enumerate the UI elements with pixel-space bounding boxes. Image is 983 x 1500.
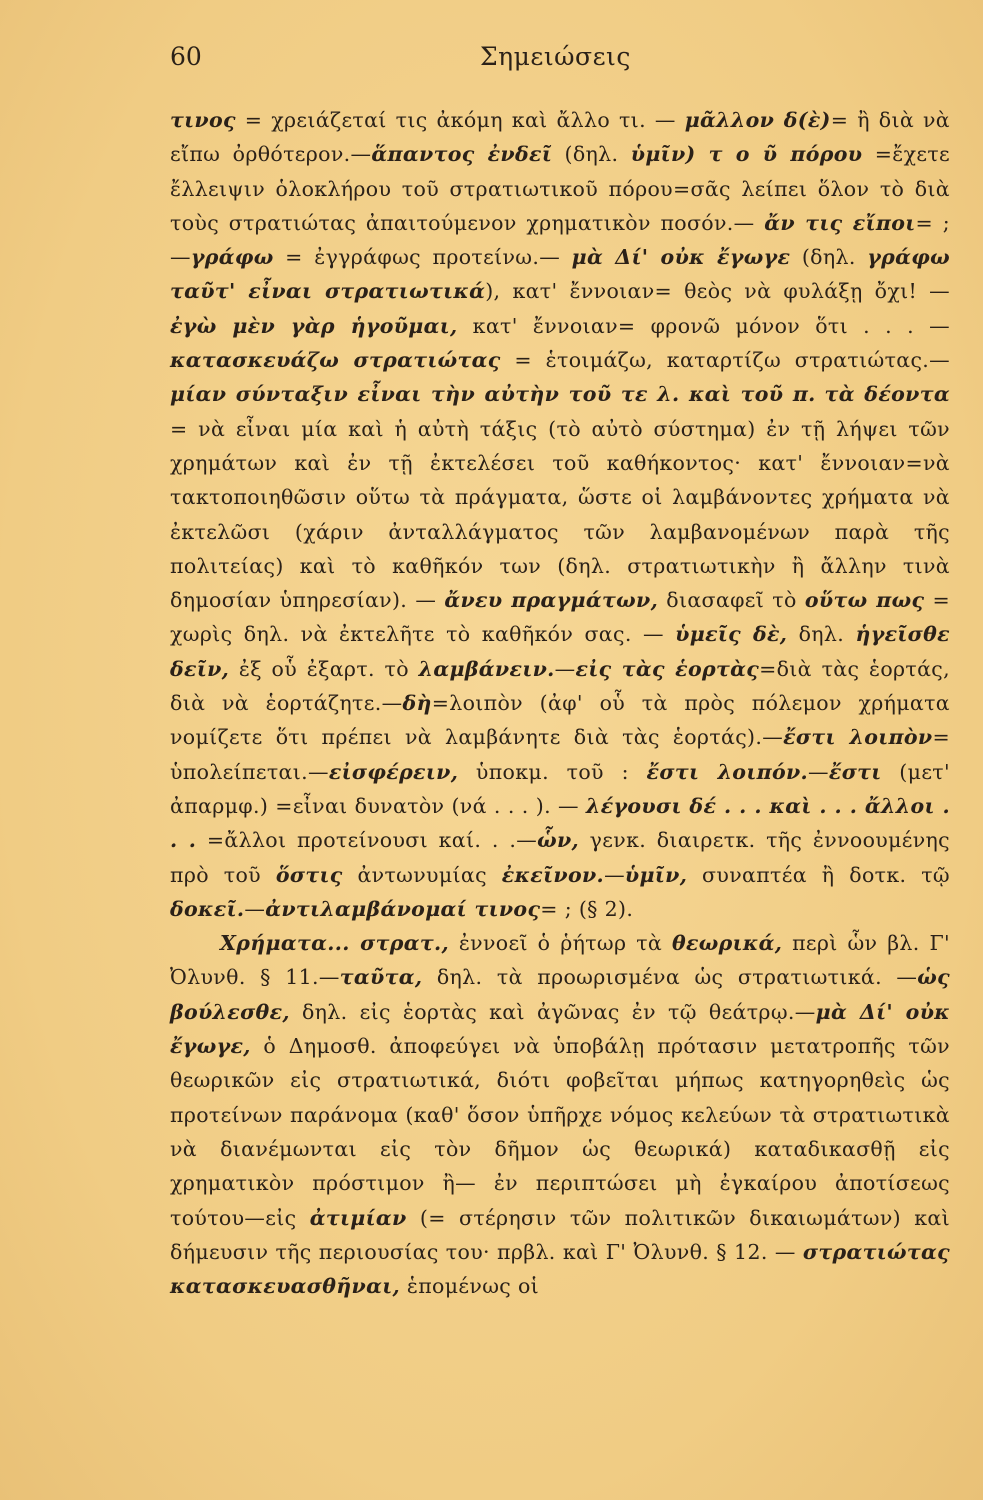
- gloss-text: = ; (§ 2).: [540, 896, 634, 921]
- lemma-term: γράφω: [190, 245, 274, 270]
- paragraph: [170, 103, 950, 926]
- gloss-text: —: [808, 759, 829, 784]
- gloss-text: ἀντωνυμίας: [342, 862, 502, 887]
- paragraph: [170, 926, 950, 1303]
- gloss-text: =λοιπὸν (ἀφ' οὗ τὰ πρὸς πόλεμον χρήματα νομίζετε ὅτι πρέπει νὰ λαμβάνητε διὰ τὰς ἑορτάς).—: [170, 691, 950, 750]
- running-title: Σημειώσεις: [480, 42, 631, 71]
- lemma-term: ὑμεῖς δὲ,: [675, 622, 788, 647]
- lemma-term: δοκεῖ.: [170, 896, 245, 921]
- lemma-term: ἔστι: [828, 759, 882, 784]
- gloss-text: (δηλ.: [552, 142, 631, 167]
- gloss-text: —: [244, 896, 266, 921]
- gloss-text: = χωρὶς δηλ. νὰ ἐκτελῆτε τὸ καθῆκόν σας. —: [170, 588, 950, 647]
- gloss-text: περὶ ὧν βλ. Γ' Ὀλυνθ. § 11.—: [170, 931, 950, 990]
- lemma-term: ὑμῖν) τ ο ῦ πόρου: [630, 142, 863, 167]
- lemma-term: εἰσφέρειν,: [328, 759, 459, 784]
- gloss-text: ὑποκμ. τοῦ :: [458, 759, 647, 784]
- lemma-term: γράφω ταῦτ' εἶναι στρατιωτικά: [170, 245, 950, 304]
- body-text: [170, 103, 950, 1303]
- page-number: 60: [170, 42, 202, 71]
- lemma-term: ἡγεῖσθε δεῖν,: [170, 622, 950, 681]
- gloss-text: δηλ.: [787, 622, 856, 647]
- gloss-text: ἑπομένως οἱ: [400, 1274, 540, 1299]
- lemma-term: λαμβάνειν.: [418, 656, 555, 681]
- lemma-term: ταῦτα,: [339, 965, 423, 990]
- gloss-text: (μετ' ἀπαρμφ.) =εἶναι δυνατὸν (νά . . . ). —: [170, 759, 950, 818]
- lemma-term: μίαν σύνταξιν εἶναι τὴν αὐτὴν τοῦ τε λ. καὶ τοῦ π.: [170, 382, 816, 407]
- gloss-text: = χρειάζεταί τις ἀκόμη καὶ ἄλλο τι. —: [235, 108, 685, 132]
- lemma-term: θεωρικά,: [671, 931, 783, 956]
- gloss-text: (δηλ.: [790, 245, 868, 270]
- lemma-term: ἔστι λοιπόν.: [646, 759, 809, 784]
- gloss-text: —: [554, 656, 576, 681]
- gloss-text: κατ' ἔννοιαν= φρονῶ μόνον ὅτι . . . —: [457, 313, 950, 338]
- lemma-term: ὡς βούλεσθε,: [170, 965, 950, 1024]
- lemma-term: δὴ: [402, 691, 432, 716]
- lemma-term: κατασκευάζω στρατιώτας: [170, 348, 501, 373]
- lemma-term: ὑμῖν,: [624, 862, 688, 887]
- gloss-text: =ἄλλοι προτείνουσι καί. . .—: [196, 828, 538, 853]
- lemma-term: λέγουσι δέ . . . καὶ . . . ἄλλοι . . .: [170, 793, 950, 853]
- lemma-term: εἰς τὰς ἑορτὰς: [575, 656, 760, 681]
- gloss-text: =ἔχετε ἔλλειψιν ὁλοκλήρου τοῦ στρατιωτικοῦ πόρου=σᾶς λείπει ὅλον τὸ διὰ τοὺς στρατιώτας ἀπαιτούμενον χρηματικὸν ποσόν.—: [170, 142, 950, 235]
- gloss-text: δηλ. τὰ προωρισμένα ὡς στρατιωτικά. —: [422, 965, 918, 990]
- lemma-term: ἐγὼ μὲν γὰρ ἡγοῦμαι,: [170, 313, 458, 338]
- lemma-term: μὰ Δί' οὐκ ἔγωγε: [571, 245, 791, 270]
- lemma-term: ἔστι λοιπὸν: [783, 725, 933, 750]
- lemma-term: μὰ Δί' οὐκ ἔγωγε,: [170, 999, 950, 1059]
- lemma-term: στρατιώτας κατασκευασθῆναι,: [170, 1239, 950, 1299]
- gloss-text: —: [604, 862, 625, 887]
- gloss-text: δηλ. εἰς ἑορτὰς καὶ ἀγῶνας ἐν τῷ θεάτρῳ.—: [289, 999, 816, 1024]
- lemma-term: μᾶλλον δ(ὲ): [684, 108, 831, 132]
- lemma-term: οὕτω πως: [804, 588, 925, 613]
- gloss-text: = ; —: [170, 210, 950, 270]
- lemma-term: ἀντιλαμβάνομαί τινος: [265, 896, 541, 921]
- lemma-term: ἀτιμίαν: [309, 1205, 407, 1230]
- gloss-text: =διὰ τὰς ἑορτάς, διὰ νὰ ἑορτάζητε.—: [170, 656, 950, 716]
- gloss-text: = ἢ διὰ νὰ εἴπω ὀρθότερον.—: [170, 108, 950, 167]
- lemma-term: Χρήματα... στρατ.,: [220, 931, 449, 956]
- lemma-term: ἄνευ πραγμάτων,: [444, 588, 659, 613]
- lemma-term: ἄν τις εἴποι: [764, 210, 916, 235]
- gloss-text: ἐξ οὗ ἐξαρτ. τὸ: [229, 656, 419, 681]
- gloss-text: = ἐγγράφως προτείνω.—: [273, 245, 572, 270]
- gloss-text: = ὑπολείπεται.—: [170, 725, 950, 784]
- gloss-text: συναπτέα ἢ δοτκ. τῷ: [687, 862, 950, 887]
- lemma-term: τινος: [170, 108, 236, 132]
- gloss-text: (= στέρησιν τῶν πολιτικῶν δικαιωμάτων) καὶ δήμευσιν τῆς περιουσίας του· πρβλ. καὶ Γ' Ὀλυνθ. § 12. —: [170, 1205, 950, 1264]
- gloss-text: = νὰ εἶναι μία καὶ ἡ αὐτὴ τάξις (τὸ αὐτὸ σύστημα) ἐν τῇ λήψει τῶν χρημάτων καὶ ἐν τῇ ἐκτελέσει τοῦ καθήκοντος· κατ' ἔννοιαν=νὰ τακτοποιηθῶσιν οὕτω τὰ πράγματα, ὥστε οἱ λαμβάνοντες χρήματα νὰ ἐκτελῶσι (χάριν ἀνταλλάγματος τῶν λαμβανομένων παρὰ τῆς πολιτείας) καὶ τὸ καθῆκόν των (δηλ. στρατιωτικὴν ἢ ἄλλην τινὰ δημοσίαν ὑπηρεσίαν). —: [170, 416, 950, 613]
- gloss-text: ), κατ' ἔννοιαν= θεὸς νὰ φυλάξῃ ὄχι! —: [485, 279, 950, 304]
- page-header: [170, 42, 950, 78]
- lemma-term: ἐκεῖνον.: [501, 862, 605, 887]
- lemma-term: ἅπαντος ἐνδεῖ: [371, 142, 553, 167]
- lemma-term: ὅστις: [275, 862, 343, 887]
- gloss-text: ὁ Δημοσθ. ἀποφεύγει νὰ ὑποβάλῃ πρότασιν μετατροπῆς τῶν θεωρικῶν εἰς στρατιωτικά, διότι φοβεῖται μήπως κατηγορηθεὶς ὡς προτείνων παράνομα (καθ' ὅσον ὑπῆρχε νόμος κελεύων τὰ στρατιωτικὰ νὰ διανέμωνται εἰς τὸν δῆμον ὡς θεωρικά) καταδικασθῇ εἰς χρηματικὸν πρόστιμον ἢ— ἐν περιπτώσει μὴ ἐγκαίρου ἀποτίσεως τούτου—εἰς: [170, 1034, 950, 1230]
- lemma-term: ὧν,: [537, 828, 580, 853]
- gloss-text: ἐννοεῖ ὁ ῥήτωρ τὰ: [449, 931, 672, 956]
- gloss-text: διασαφεῖ τὸ: [658, 588, 805, 613]
- gloss-text: γενκ. διαιρετκ. τῆς ἐννοουμένης πρὸ τοῦ: [170, 828, 950, 887]
- gloss-text: = ἑτοιμάζω, καταρτίζω στρατιώτας.—: [500, 348, 950, 373]
- gloss-text: [816, 382, 825, 406]
- lemma-term: τὰ δέοντα: [824, 382, 951, 407]
